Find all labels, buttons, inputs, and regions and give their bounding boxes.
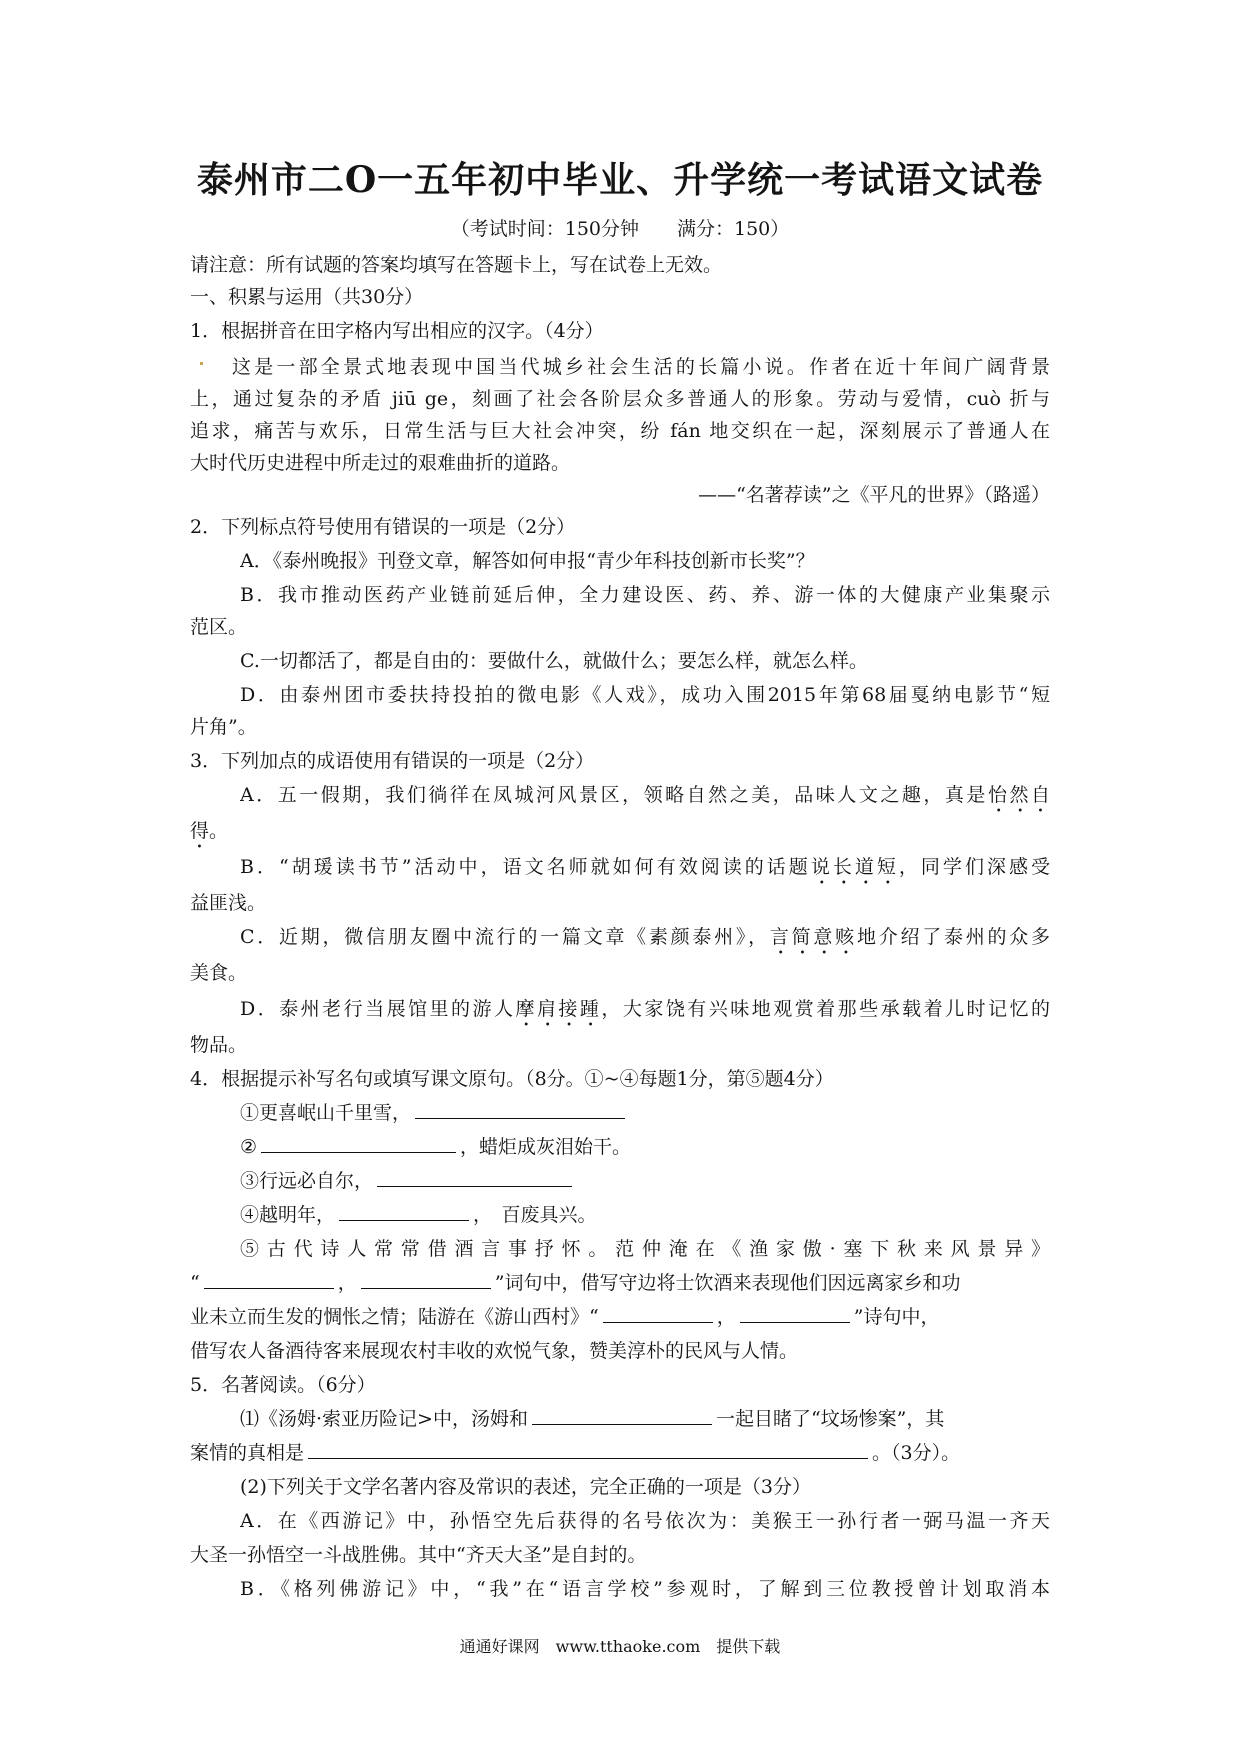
q3-option-d-cont: 物品。: [190, 1034, 248, 1056]
quote-comma: ，: [337, 1272, 357, 1294]
answer-blank[interactable]: [740, 1302, 850, 1323]
q4-item-4: [240, 1200, 1050, 1230]
q3-option-b-cont: 益匪浅。: [190, 892, 267, 914]
q1-passage-line: 上，通过复杂的矛盾 jiū ge，刻画了社会各阶层众多普通人的形象。劳动与爱情，cuò 折与: [190, 388, 1050, 410]
q1-source: ——“名著荐读”之《平凡的世界》（路遥）: [698, 484, 1050, 506]
q5-1-text: ⑴《汤姆·索亚历险记>中，汤姆和: [240, 1408, 528, 1430]
q3-a-text: A．五一假期，我们徜徉在凤城河风景区，领略自然之美，品味人文之趣，真是: [240, 784, 988, 806]
answer-blank[interactable]: [308, 1438, 868, 1459]
q3-d-idiom: 摩肩接踵: [515, 998, 602, 1020]
q3-option-d: [240, 994, 1050, 1031]
q4-item-5: ⑤古代诗人常常借酒言事抒怀。范仲淹在《渔家傲·塞下秋来风景异》: [240, 1238, 1050, 1260]
scan-speck: [200, 362, 203, 365]
q2-option-b: B．我市推动医药产业链前延后伸，全力建设医、药、养、游一体的大健康产业集聚示: [240, 584, 1050, 606]
answer-blank[interactable]: [603, 1302, 713, 1323]
q4-2-text: ，蜡炬成灰泪始干。: [460, 1136, 632, 1158]
q3-option-c: [240, 922, 1050, 959]
answer-blank[interactable]: [261, 1132, 456, 1153]
q5-1-text-end: 一起目睹了“坟场惨案”，其: [715, 1408, 945, 1430]
q3-b-text: B．“胡瑗读书节”活动中，语文名师就如何有效阅读的话题: [240, 856, 811, 878]
q2-option-d-cont: 片角”。: [190, 716, 257, 738]
answer-blank[interactable]: [361, 1268, 491, 1289]
q4-item-2: [240, 1132, 1050, 1162]
q4-stem: 4．根据提示补写名句或填写课文原句。（8分。①~④每题1分，第⑤题4分）: [190, 1068, 834, 1090]
q3-c-text: C．近期，微信朋友圈中流行的一篇文章《素颜泰州》，: [240, 926, 770, 948]
q3-option-c-cont: 美食。: [190, 962, 248, 984]
q4-4-text-end: ， 百废具兴。: [473, 1204, 597, 1226]
q1-passage-line: 追求，痛苦与欢乐，日常生活与巨大社会冲突，纷 fán 地交织在一起，深刻展示了普通人在: [190, 420, 1050, 442]
q5-part-1: [240, 1404, 1050, 1434]
q2-stem: 2．下列标点符号使用有错误的一项是（2分）: [190, 516, 576, 538]
answer-blank[interactable]: [204, 1268, 334, 1289]
q4-2-num: ②: [240, 1136, 258, 1158]
q4-item-5-line2: [190, 1268, 1050, 1298]
q4-item-5-line3: [190, 1302, 1050, 1332]
notice: 请注意：所有试题的答案均填写在答题卡上，写在试卷上无效。: [190, 254, 723, 276]
q3-a-idiom-end: 得: [190, 820, 210, 842]
q1-passage-line: 大时代历史进程中所走过的艰难曲折的道路。: [190, 452, 571, 474]
quote-open: “: [190, 1272, 200, 1294]
answer-blank[interactable]: [339, 1200, 469, 1221]
q4-5-text: ”词句中，借写守边将士饮酒来表现他们因远离家乡和功: [494, 1272, 961, 1294]
q5-stem: 5．名著阅读。（6分）: [190, 1374, 376, 1396]
q3-c-idiom: 言简意赅: [769, 926, 857, 948]
q4-5-text: 业未立而生发的惆怅之情；陆游在《游山西村》“: [190, 1306, 599, 1328]
q4-item-3: [240, 1166, 1050, 1196]
q2-option-d: D．由泰州团市委扶持投拍的微电影《人戏》，成功入围2015年第68届戛纳电影节“短: [240, 684, 1050, 706]
q4-item-1: [240, 1098, 1050, 1128]
q2-option-c: C.一切都活了，都是自由的：要做什么，就做什么；要怎么样，就怎么样。: [240, 650, 868, 672]
q5-1-text-end: 。（3分）。: [872, 1442, 961, 1464]
q5-part-1-line2: [190, 1438, 1050, 1468]
q5-option-a: A．在《西游记》中，孙悟空先后获得的名号依次为：美猴王一孙行者一弼马温一齐天: [240, 1510, 1050, 1532]
q1-passage-line: 这是一部全景式地表现中国当代城乡社会生活的长篇小说。作者在近十年间广阔背景: [232, 356, 1050, 378]
page-footer: 通通好课网 www.tthaoke.com 提供下载: [459, 1637, 781, 1656]
q5-1-text: 案情的真相是: [190, 1442, 305, 1464]
answer-blank[interactable]: [415, 1098, 625, 1119]
page-title: 泰州市二O一五年初中毕业、升学统一考试语文试卷: [196, 159, 1044, 201]
q3-stem: 3．下列加点的成语使用有错误的一项是（2分）: [190, 750, 595, 772]
answer-blank[interactable]: [377, 1166, 572, 1187]
q3-option-b: [240, 852, 1050, 889]
q2-option-a: A．《泰州晚报》刊登文章，解答如何申报“青少年科技创新市长奖”？: [240, 550, 815, 572]
quote-comma: ，: [716, 1306, 736, 1328]
q3-option-a-cont: [190, 816, 1050, 853]
q5-option-a-cont: 大圣一孙悟空一斗战胜佛。其中“齐天大圣”是自封的。: [190, 1544, 647, 1566]
answer-blank[interactable]: [532, 1404, 712, 1425]
section-heading: 一、积累与运用（共30分）: [190, 286, 424, 308]
q3-a-idiom: 怡然自: [987, 784, 1050, 806]
q4-1-text: ①更喜岷山千里雪，: [240, 1102, 412, 1124]
q3-d-text: D．泰州老行当展馆里的游人: [240, 998, 516, 1020]
q4-4-text: ④越明年，: [240, 1204, 336, 1226]
q3-c-text-end: 地介绍了泰州的众多: [856, 926, 1050, 948]
q3-option-a: [240, 780, 1050, 817]
q3-d-text-end: ，大家饶有兴味地观赏着那些承载着儿时记忆的: [601, 998, 1050, 1020]
exam-info: （考试时间：150分钟 满分：150）: [450, 218, 790, 240]
q3-a-end: 。: [209, 820, 229, 842]
q2-option-b-cont: 范区。: [190, 616, 248, 638]
q5-option-b: B．《格列佛游记》中，“我”在“语言学校”参观时，了解到三位教授曾计划取消本: [240, 1578, 1050, 1600]
q1-stem: 1．根据拼音在田字格内写出相应的汉字。（4分）: [190, 320, 604, 342]
q4-5-text-end: ”诗句中，: [853, 1306, 940, 1328]
q4-item-5-line4: 借写农人备酒待客来展现农村丰收的欢悦气象，赞美淳朴的民风与人情。: [190, 1340, 799, 1362]
q3-b-idiom: 说长道短: [810, 856, 899, 878]
q5-part-2: (2)下列关于文学名著内容及常识的表述，完全正确的一项是（3分）: [240, 1476, 812, 1498]
q4-3-text: ③行远必自尔，: [240, 1170, 374, 1192]
q3-b-text-end: ，同学们深感受: [898, 856, 1050, 878]
